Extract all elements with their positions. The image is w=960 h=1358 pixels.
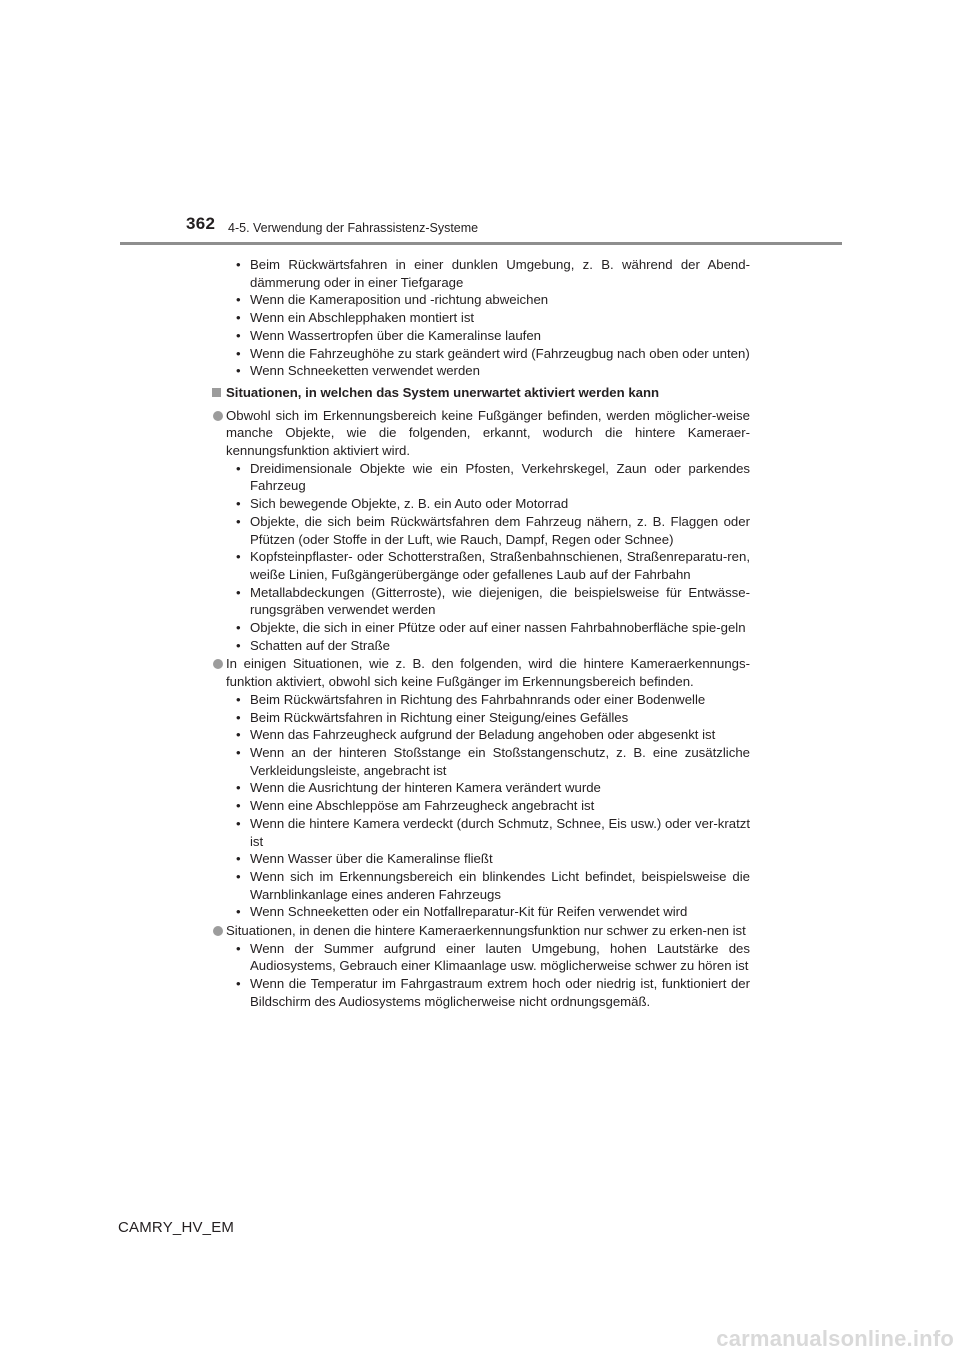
list-item: • Wenn die Temperatur im Fahrgastraum extrem hoch oder niedrig ist, funktioniert der Bildschirm des Audiosystems möglicherweise nicht ordnungsgemäß. (226, 975, 750, 1010)
paragraph-3-text: Situationen, in denen die hintere Kameraerkennungsfunktion nur schwer zu erken-nen ist (226, 923, 746, 939)
circle-bullet-icon (213, 659, 223, 669)
bullet-list-3 (226, 691, 750, 921)
model-code: CAMRY_HV_EM (118, 1219, 235, 1236)
main-content (226, 256, 750, 1011)
list-item: • Beim Rückwärtsfahren in Richtung einer Steigung/eines Gefälles (226, 709, 750, 727)
list-item: • Beim Rückwärtsfahren in einer dunklen Umgebung, z. B. während der Abend-dämmerung oder in einer Tiefgarage (226, 256, 750, 291)
bullet-list-1 (226, 256, 750, 380)
list-item: • Wenn Wassertropfen über die Kameralinse laufen (226, 327, 750, 345)
bullet-list-2 (226, 460, 750, 655)
list-item: • Wenn die hintere Kamera verdeckt (durch Schmutz, Schnee, Eis usw.) oder ver-kratzt ist (226, 815, 750, 850)
bullet-list-4 (226, 940, 750, 1011)
list-item: • Kopfsteinpflaster- oder Schotterstraßen, Straßenbahnschienen, Straßenreparatu-ren, weiße Linien, Fußgängerübergänge oder gefallenes Laub auf der Fahrbahn (226, 548, 750, 583)
list-item: • Wenn ein Abschlepphaken montiert ist (226, 309, 750, 327)
list-item: • Objekte, die sich in einer Pfütze oder auf einer nassen Fahrbahnoberfläche spie-geln (226, 619, 750, 637)
list-item: • Sich bewegende Objekte, z. B. ein Auto oder Motorrad (226, 495, 750, 513)
list-item: • Metallabdeckungen (Gitterroste), wie diejenigen, die beispielsweise für Entwässe-rungsgräben verwendet werden (226, 584, 750, 619)
list-item: • Wenn eine Abschleppöse am Fahrzeugheck angebracht ist (226, 797, 750, 815)
square-bullet-icon (212, 388, 221, 397)
paragraph-2 (226, 655, 750, 690)
list-item: • Beim Rückwärtsfahren in Richtung des Fahrbahnrands oder einer Bodenwelle (226, 691, 750, 709)
page-number: 362 (186, 214, 216, 233)
list-item: • Wenn Wasser über die Kameralinse fließt (226, 850, 750, 868)
list-item: • Wenn das Fahrzeugheck aufgrund der Beladung angehoben oder abgesenkt ist (226, 726, 750, 744)
circle-bullet-icon (213, 926, 223, 936)
list-item: • Schatten auf der Straße (226, 637, 750, 655)
paragraph-1 (226, 407, 750, 460)
paragraph-1-text: Obwohl sich im Erkennungsbereich keine Fußgänger befinden, werden möglicher-weise manche Objekte, wie die folgenden, erkannt, wodurch die hintere Kameraer-kennungsfunktion aktiviert wird. (226, 407, 750, 459)
list-item: • Wenn Schneeketten verwendet werden (226, 362, 750, 380)
paragraph-2-text: In einigen Situationen, wie z. B. den folgenden, wird die hintere Kameraerkennungs-funktion aktiviert, obwohl sich keine Fußgänger im Erkennungsbereich befinden. (226, 656, 750, 690)
list-item: • Wenn die Ausrichtung der hinteren Kamera verändert wurde (226, 779, 750, 797)
list-item: • Wenn an der hinteren Stoßstange ein Stoßstangenschutz, z. B. eine zusätzliche Verkleidungsleiste, angebracht ist (226, 744, 750, 779)
circle-bullet-icon (213, 411, 223, 421)
paragraph-3 (226, 922, 750, 940)
section-title: 4-5. Verwendung der Fahrassistenz-Systeme (228, 221, 479, 235)
list-item: • Wenn Schneeketten oder ein Notfallreparatur-Kit für Reifen verwendet wird (226, 903, 750, 921)
list-item: • Dreidimensionale Objekte wie ein Pfosten, Verkehrskegel, Zaun oder parkendes Fahrzeug (226, 460, 750, 495)
section-heading (226, 384, 750, 402)
list-item: • Wenn der Summer aufgrund einer lauten Umgebung, hohen Lautstärke des Audiosystems, Gebrauch einer Klimaanlage usw. möglicherweise schwer zu hören ist (226, 940, 750, 975)
list-item: • Wenn die Fahrzeughöhe zu stark geändert wird (Fahrzeugbug nach oben oder unten) (226, 345, 750, 363)
list-item: • Wenn sich im Erkennungsbereich ein blinkendes Licht befindet, beispielsweise die Warnblinkanlage eines anderen Fahrzeugs (226, 868, 750, 903)
header-rule (120, 242, 842, 245)
list-item: • Wenn die Kameraposition und -richtung abweichen (226, 291, 750, 309)
watermark[interactable]: carmanualsonline.info (716, 1326, 954, 1351)
list-item: • Objekte, die sich beim Rückwärtsfahren dem Fahrzeug nähern, z. B. Flaggen oder Pfützen (oder Stoffe in der Luft, wie Rauch, Dampf, Regen oder Schnee) (226, 513, 750, 548)
section-heading-text: Situationen, in welchen das System unerwartet aktiviert werden kann (226, 384, 660, 400)
